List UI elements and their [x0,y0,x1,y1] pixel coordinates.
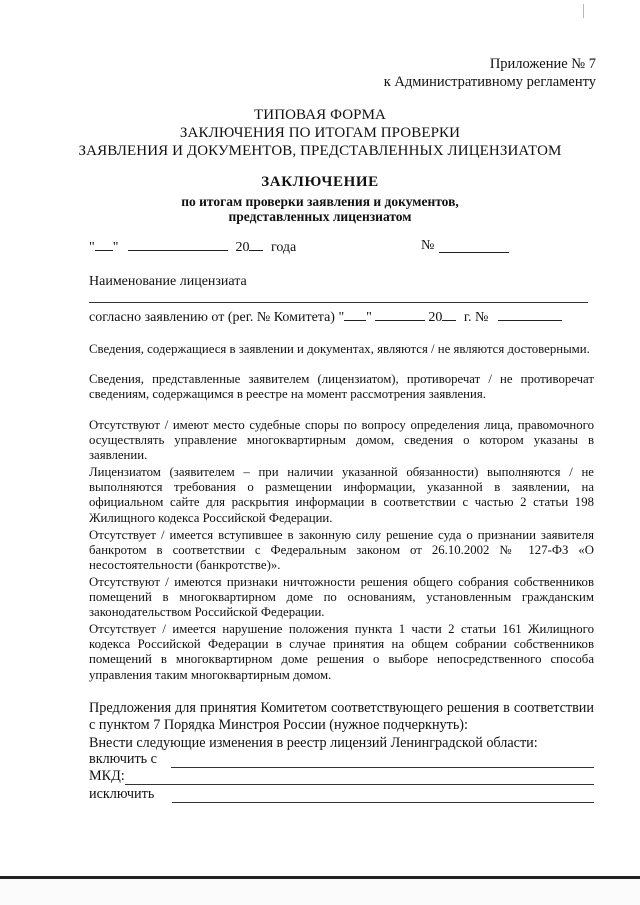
conclusion-subtitle-1: по итогам проверки заявления и документов, [181,194,459,209]
mkd-row [89,768,594,785]
month-field[interactable] [128,237,228,251]
application-month-field[interactable] [375,307,425,321]
scan-bottom-margin [0,879,640,905]
licensee-name-field[interactable] [89,302,588,303]
year-field[interactable] [249,237,263,251]
year-prefix: 20 [235,240,250,255]
application-day-field[interactable] [344,307,366,321]
include-row [89,751,594,768]
mkd-label: МКД: [89,768,125,784]
conclusion-title: ЗАКЛЮЧЕНИЕ [261,174,379,190]
exclude-label: исключить [89,786,155,802]
paragraph-registry-contradiction: Сведения, представленные заявителем (лицензиатом), противоречат / не противоречат сведениям, содержащимся в реестре на момент рассмотрения заявления. [89,372,594,402]
application-number-field[interactable] [498,307,562,321]
form-title-line-1: ТИПОВАЯ ФОРМА [254,107,386,123]
form-title-line-2: ЗАКЛЮЧЕНИЯ ПО ИТОГАМ ПРОВЕРКИ [179,125,461,141]
proposal-text: Предложения для принятия Комитетом соответствующего решения в соответствии с пунктом 7 Порядка Минстроя России (нужное подчеркнуть): [89,700,594,733]
year-suffix: года [270,240,297,255]
date-number-line [89,237,594,257]
include-label: включить с [89,751,157,767]
licensee-label: Наименование лицензиата [89,274,247,289]
application-year-field[interactable] [442,307,456,321]
exclude-row [89,786,594,803]
scan-artifact-mark [583,4,584,18]
paragraph-court-disputes: Отсутствуют / имеют место судебные споры по вопросу определения лица, правомочного осуществлять управление многоквартирным домом, сведения о котором указаны в заявлении. [89,418,594,463]
appendix-number: Приложение № 7 [489,56,596,72]
form-title-line-3: ЗАЯВЛЕНИЯ И ДОКУМЕНТОВ, ПРЕДСТАВЛЕННЫХ ЛИЦЕНЗИАТОМ [78,143,562,159]
date-open-quote: " [89,240,95,255]
mkd-field[interactable] [125,772,594,785]
appendix-reference: к Административному регламенту [383,74,596,90]
conclusion-number-field[interactable] [439,239,509,253]
paragraph-meeting-nullity: Отсутствуют / имеются признаки ничтожности решения общего собрания собственников помещений в многоквартирном доме по основаниям, установленным гражданским законодательством Российской Федерации. [89,575,594,620]
registry-changes-text: Внести следующие изменения в реестр лицензий Ленинградской области: [89,735,538,751]
include-field[interactable] [171,755,594,768]
paragraph-bankruptcy: Отсутствует / имеется вступившее в законную силу решение суда о признании заявителя банкротом в соответствии с Федеральным законом от 26.10.2002 № 127-ФЗ «О несостоятельности (банкротстве)». [89,528,594,573]
application-close-quote: " [366,310,372,325]
paragraph-data-reliability: Сведения, содержащиеся в заявлении и документах, являются / не являются достоверными. [89,342,590,356]
application-year-suffix: г. № [463,310,489,325]
date-close-quote: " [112,240,119,255]
day-field[interactable] [95,237,113,251]
number-sign: № [421,238,435,253]
paragraph-article-161-violation: Отсутствует / имеется нарушение положения пункта 1 части 2 статьи 161 Жилищного кодекса Российской Федерации в случае принятия на общем собрании собственников помещений в многоквартирном доме решения о выборе непосредственного способа управления таким многоквартирным домом. [89,622,594,682]
exclude-field[interactable] [172,790,594,803]
conclusion-subtitle-2: представленных лицензиатом [228,209,412,224]
application-line [89,307,562,327]
application-text: согласно заявлению от (рег. № Комитета) " [89,310,345,325]
paragraph-information-disclosure: Лицензиатом (заявителем – при наличии указанной обязанности) выполняются / не выполняются требования о размещении информации, указанной в заявлении, на официальном сайте для раскрытия информации в соответствии с частью 2 статьи 198 Жилищного кодекса Российской Федерации. [89,465,594,525]
application-year-prefix: 20 [428,310,443,325]
